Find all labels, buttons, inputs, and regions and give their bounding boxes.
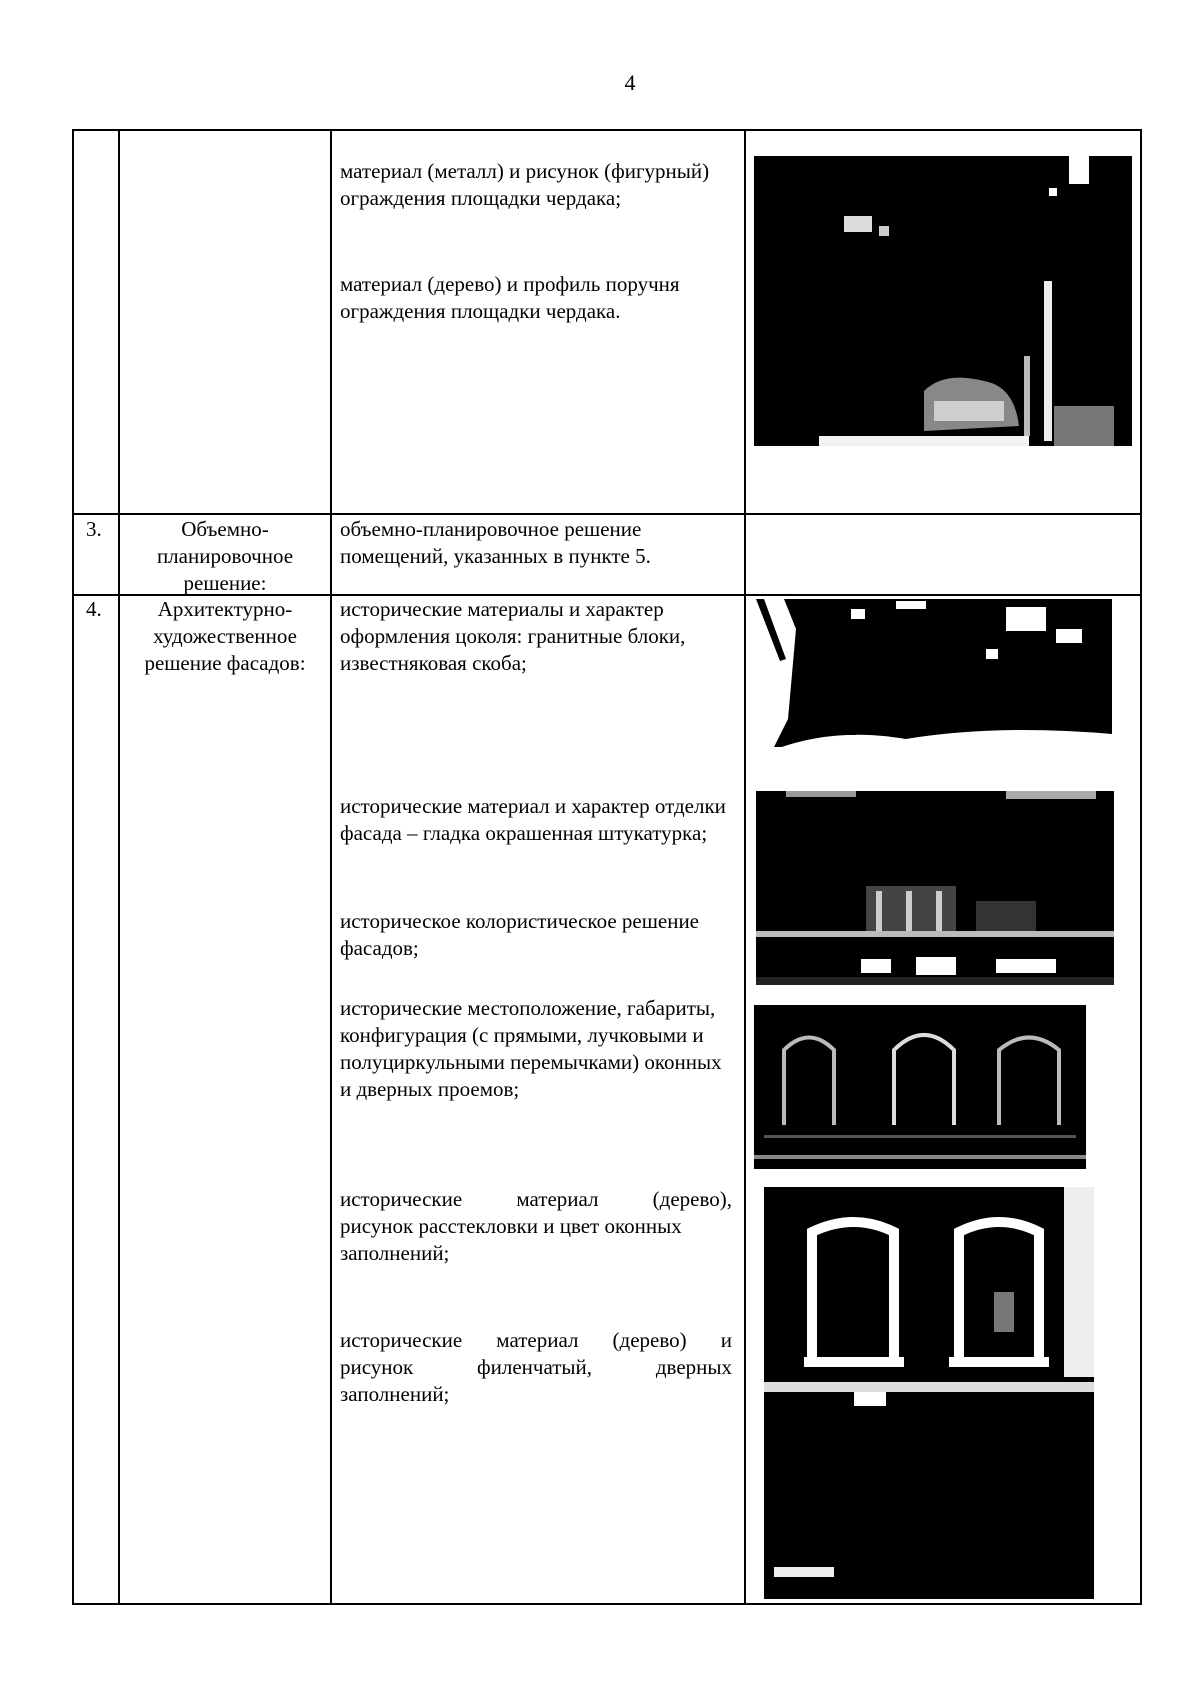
description-paragraph: исторические материал и характер отделки фасада – гладка окрашенная штукатурка; [340,794,726,845]
table-divider-1 [118,129,120,1605]
row-divider-3 [72,513,1142,515]
row-title: Архитектурно-художественное решение фасадов: [144,597,306,675]
table-border-top [72,129,1142,131]
plinth-photo [756,599,1112,751]
row-number: 3. [86,517,102,541]
row-number: 4. [86,597,102,621]
description-paragraph: исторические местоположение, габариты, конфигурация (с прямыми, лучковыми и полуциркульными перемычками) оконных и дверных проемов; [340,996,722,1101]
table-border-right [1140,129,1142,1605]
window-frames-photo [764,1187,1094,1599]
description-paragraph: исторические материал (дерево), рисунок расстекловки и цвет оконных заполнений; [340,1187,732,1265]
table-border-bottom [72,1603,1142,1605]
table-divider-3 [744,129,746,1605]
description-paragraph: историческое колористическое решение фасадов; [340,909,699,960]
window-openings-photo [754,1005,1086,1169]
description-paragraph: материал (металл) и рисунок (фигурный) ограждения площадки чердака; [340,159,710,210]
attic-railing-photo [754,156,1132,454]
description-paragraph: материал (дерево) и профиль поручня ограждения площадки чердака. [340,272,680,323]
description-paragraph: исторические материал (дерево) и рисунок филенчатый, дверных заполнений; [340,1328,732,1406]
description-paragraph: объемно-планировочное решение помещений, указанных в пункте 5. [340,517,651,568]
table-divider-2 [330,129,332,1605]
table-border-left [72,129,74,1605]
description-paragraph: исторические материалы и характер оформления цоколя: гранитные блоки, известняковая скоба; [340,597,686,675]
page-number: 4 [624,70,636,95]
row-title: Объемно-планировочное решение: [156,517,294,595]
heritage-elements-table [72,129,1142,1605]
facade-photo [756,791,1114,985]
